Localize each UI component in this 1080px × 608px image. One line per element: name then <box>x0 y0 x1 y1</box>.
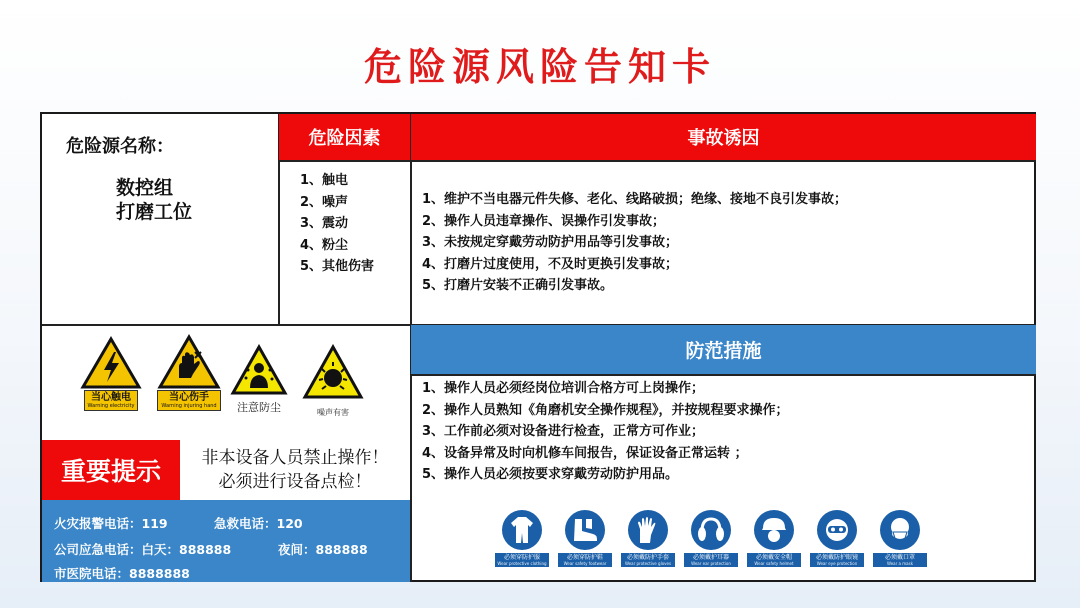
notice-line: 必须进行设备点检！ <box>218 472 372 492</box>
safety-boot-icon <box>565 510 605 550</box>
important-notice-label: 重要提示 <box>42 440 180 500</box>
ambulance-phone: 急救电话：120 <box>214 516 303 531</box>
ear-protector-icon <box>691 510 731 550</box>
risk-card <box>40 112 1036 582</box>
list-item: 2、操作人员违章操作、误操作引发事故； <box>422 213 666 229</box>
hazard-name-value <box>116 176 192 224</box>
ppe-label: 必须戴口罩 Wear a mask <box>873 553 927 567</box>
helmet-icon <box>754 510 794 550</box>
electric-shock-icon <box>80 336 142 390</box>
hazard-name-label: 危险源名称： <box>66 136 174 157</box>
warning-sign <box>228 344 290 415</box>
ppe-label: 必须戴防护眼镜 Wear eye protection <box>810 553 864 567</box>
page-title: 危险源风险告知卡 <box>363 45 716 89</box>
notice-line: 非本设备人员禁止操作！ <box>201 448 389 468</box>
dust-icon <box>230 344 288 396</box>
important-notice <box>180 440 410 500</box>
list-item: 1、操作人员必须经岗位培训合格方可上岗操作； <box>422 381 705 396</box>
warning-sign <box>300 344 366 419</box>
noise-icon <box>302 344 364 400</box>
list-item: 5、其他伤害 <box>300 259 375 274</box>
warning-signs <box>42 324 410 440</box>
ppe-sign <box>809 510 865 567</box>
ppe-sign <box>620 510 676 567</box>
emergency-contacts <box>42 500 410 582</box>
list-item: 1、触电 <box>300 173 349 188</box>
prevention-header: 防范措施 <box>411 325 1036 374</box>
mask-icon <box>880 510 920 550</box>
hand-injury-icon <box>157 334 221 390</box>
accident-causes-list <box>422 189 847 297</box>
divider <box>410 374 1036 376</box>
list-item: 3、未按规定穿戴劳动防护用品等引发事故； <box>422 235 679 250</box>
sign-label: 当心触电 Warning electricity <box>84 390 139 411</box>
list-item: 5、打磨片安装不正确引发事故。 <box>422 278 614 293</box>
divider <box>278 160 1036 162</box>
list-item: 3、工作前必须对设备进行检查，正常方可作业； <box>422 424 705 439</box>
list-item: 3、震动 <box>300 216 349 231</box>
prevention-list <box>422 378 789 486</box>
sign-label: 当心伤手 Warning injuring hand <box>157 390 220 411</box>
list-item: 5、操作人员必须按要求穿戴劳动防护用品。 <box>422 467 679 482</box>
gloves-icon <box>628 510 668 550</box>
ppe-label: 必须穿防护鞋 Wear safety footwear <box>558 553 612 567</box>
goggles-icon <box>817 510 857 550</box>
warning-sign <box>78 336 144 411</box>
hazard-name-line: 打磨工位 <box>116 201 193 223</box>
list-item: 2、噪声 <box>300 194 349 210</box>
list-item: 4、粉尘 <box>300 237 349 253</box>
ppe-label: 必须穿防护服 Wear protective clothing <box>495 553 549 567</box>
ppe-label: 必须戴防护手套 Wear protective gloves <box>621 553 675 567</box>
ppe-sign <box>746 510 802 567</box>
ppe-label: 必须戴护耳器 Wear ear protection <box>684 553 738 567</box>
company-phone: 公司应急电话：白天：888888 <box>54 542 232 557</box>
list-item: 4、设备异常及时向机修车间报告，保证设备正常运转 ； <box>422 445 748 461</box>
warning-sign <box>154 334 224 411</box>
fire-phone: 火灾报警电话：119 <box>54 516 168 531</box>
hospital-phone: 市医院电话：8888888 <box>54 566 190 581</box>
sign-label: 注意防尘 <box>237 401 281 414</box>
protective-suit-icon <box>502 510 542 550</box>
hazard-name-line: 数控组 <box>116 177 174 199</box>
list-item: 2、操作人员熟知《角磨机安全操作规程》，并按规程要求操作； <box>422 402 789 418</box>
list-item: 1、维护不当电器元件失修、老化、线路破损；绝缘、接地不良引发事故； <box>422 192 848 207</box>
hazard-factors-header: 危险因素 <box>279 114 410 160</box>
accident-causes-header: 事故诱因 <box>411 114 1036 160</box>
ppe-sign <box>557 510 613 567</box>
ppe-label: 必须戴安全帽 Wear safety helmet <box>747 553 801 567</box>
ppe-sign <box>872 510 928 567</box>
ppe-sign <box>494 510 550 567</box>
night-phone: 夜间：888888 <box>278 542 368 557</box>
sign-label: 噪声有害 <box>317 408 349 417</box>
list-item: 4、打磨片过度使用，不及时更换引发事故； <box>422 256 679 272</box>
ppe-sign <box>683 510 739 567</box>
hazard-factors-list <box>300 170 374 278</box>
